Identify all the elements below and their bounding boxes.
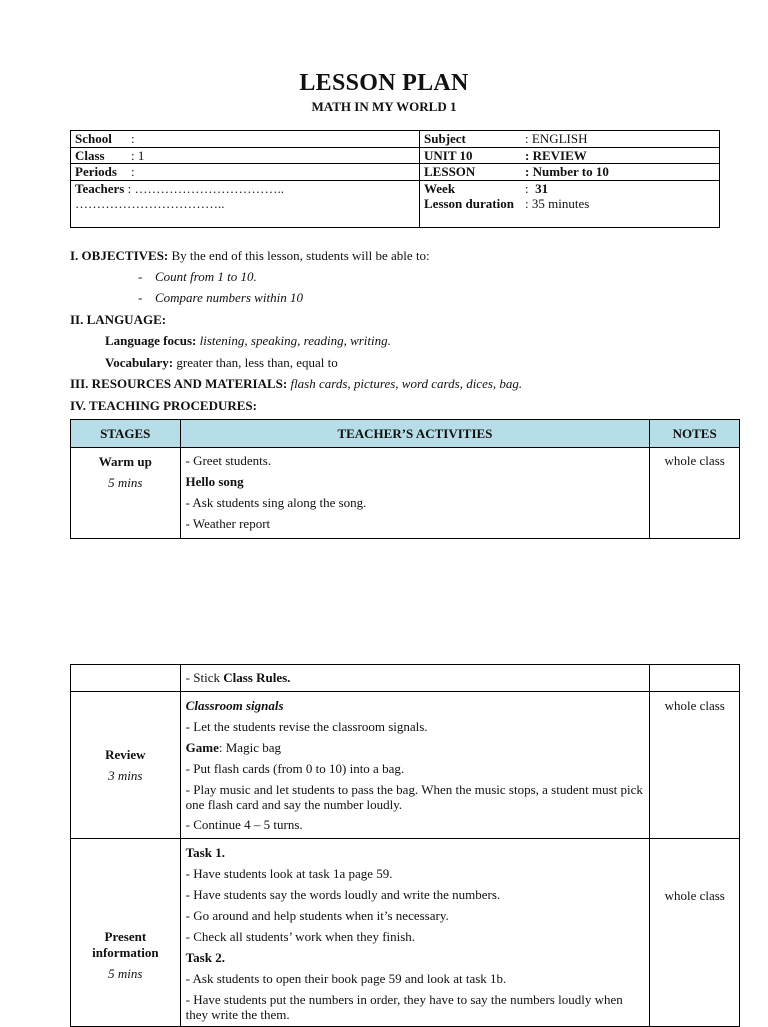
resources-value: flash cards, pictures, word cards, dices, bag.	[287, 376, 523, 391]
info-periods	[71, 164, 420, 181]
activity-line: - Check all students’ work when they finish.	[185, 929, 416, 944]
info-unit	[420, 147, 720, 164]
activity-line: - Go around and help students when it’s necessary.	[185, 908, 449, 923]
week-label: Week	[424, 180, 456, 196]
activity-line: - Weather report	[185, 516, 271, 531]
activity-line: - Have students put the numbers in order, they have to say the numbers loudly when they write the them.	[185, 992, 623, 1022]
periods-value: :	[131, 164, 135, 179]
teachers-line-2: ……………………………..	[75, 196, 225, 211]
activity-line: Classroom signals	[185, 698, 284, 713]
stage-present: Present information 5 mins	[71, 839, 181, 1027]
header-notes: NOTES	[650, 420, 740, 448]
info-week-duration	[420, 180, 720, 227]
activity-line: Game: Magic bag	[185, 740, 281, 755]
procedures-table-page2	[70, 664, 740, 1027]
activities-present	[180, 839, 650, 1027]
activity-line: - Ask students to open their book page 59 and look at task 1b.	[185, 971, 507, 986]
procedures-heading: IV. TEACHING PROCEDURES:	[70, 398, 257, 413]
objective-item: - Compare numbers within 10	[138, 290, 303, 305]
teachers-value: : ……………………………..	[127, 180, 284, 196]
notes-warmup: whole class	[650, 448, 740, 539]
duration-value: : 35 minutes	[525, 196, 590, 211]
activity-line: - Play music and let students to pass the bag. When the music stops, a student must pick one flash card and say the number loudly.	[185, 782, 643, 812]
activity-line: - Have students say the words loudly and write the numbers.	[185, 887, 501, 902]
notes-present: whole class	[650, 839, 740, 1027]
resources-heading: III. RESOURCES AND MATERIALS:	[70, 376, 288, 391]
vocabulary-value: greater than, less than, equal to	[173, 355, 338, 370]
objectives-line	[70, 248, 430, 264]
activity-line: - Greet students.	[185, 453, 272, 468]
document-subtitle: MATH IN MY WORLD 1	[311, 99, 457, 114]
activity-line: - Let the students revise the classroom signals.	[185, 719, 428, 734]
unit-value: : REVIEW	[525, 147, 587, 163]
activity-line: - Continue 4 – 5 turns.	[185, 817, 303, 832]
activity-line: Hello song	[185, 474, 244, 489]
vocabulary-label: Vocabulary:	[105, 355, 174, 370]
language-focus	[105, 333, 391, 349]
periods-label: Periods	[75, 164, 117, 179]
activity-line: - Have students look at task 1a page 59.	[185, 866, 393, 881]
language-heading: II. LANGUAGE:	[70, 312, 167, 327]
header-stages: STAGES	[71, 420, 181, 448]
unit-label: UNIT 10	[424, 147, 473, 163]
info-school	[71, 131, 420, 148]
week-sep: :	[525, 180, 529, 196]
activity-line: - Ask students sing along the song.	[185, 495, 367, 510]
lesson-label: LESSON	[424, 164, 476, 179]
activity-line: - Put flash cards (from 0 to 10) into a bag.	[185, 761, 405, 776]
stage-warmup: Warm up 5 mins	[71, 448, 181, 539]
notes-review: whole class	[650, 692, 740, 839]
procedures-table-page1	[70, 419, 740, 539]
school-value: :	[131, 131, 135, 146]
duration-label: Lesson duration	[424, 196, 514, 211]
objectives-intro: By the end of this lesson, students will be able to:	[168, 248, 430, 263]
language-focus-value: listening, speaking, reading, writing.	[196, 333, 391, 348]
language-focus-label: Language focus:	[105, 333, 197, 348]
objectives-heading: I. OBJECTIVES:	[70, 248, 169, 263]
info-class	[71, 147, 420, 164]
stage-empty	[71, 665, 181, 692]
week-value: 31	[535, 180, 549, 196]
document-title: LESSON PLAN	[299, 70, 469, 96]
info-subject	[420, 131, 720, 148]
class-label: Class	[75, 147, 105, 163]
vocabulary	[105, 355, 338, 371]
activity-line: Task 2.	[185, 950, 225, 965]
teachers-label: Teachers	[75, 180, 125, 196]
activities-continued: - Stick Class Rules.	[180, 665, 650, 692]
lesson-info-table	[70, 130, 720, 228]
subject-label: Subject	[424, 131, 466, 146]
resources-line	[70, 376, 522, 392]
info-teachers	[71, 180, 420, 227]
activities-review	[180, 692, 650, 839]
stage-review: Review 3 mins	[71, 692, 181, 839]
notes-empty	[650, 665, 740, 692]
school-label: School	[75, 131, 112, 146]
header-activities: TEACHER’S ACTIVITIES	[180, 420, 650, 448]
activity-line: Task 1.	[185, 845, 225, 860]
subject-value: : ENGLISH	[525, 131, 588, 146]
lesson-value: : Number to 10	[525, 164, 609, 179]
objective-item: - Count from 1 to 10.	[138, 269, 257, 284]
activities-warmup	[180, 448, 650, 539]
class-value: : 1	[131, 147, 145, 163]
info-lesson	[420, 164, 720, 181]
